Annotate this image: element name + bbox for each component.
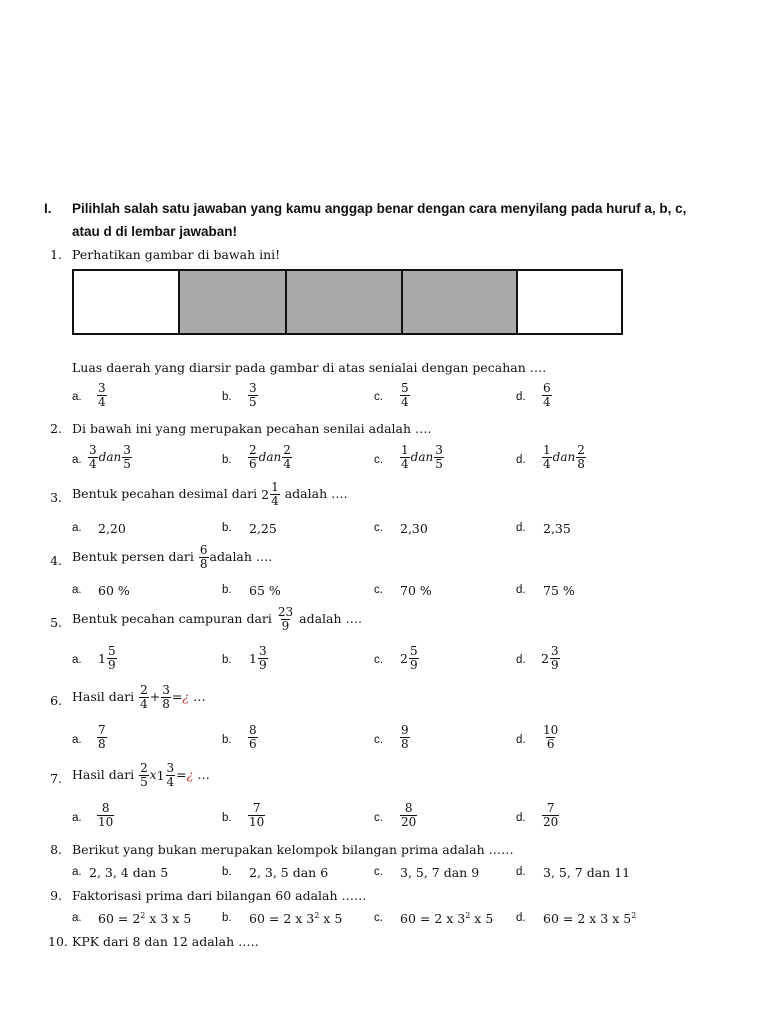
option-b-value[interactable]: $\frac{8}{6}$ — [249, 723, 257, 751]
option-c-label[interactable]: c. — [374, 734, 383, 746]
option-a-value[interactable]: $\frac{8}{10}$ — [98, 801, 114, 829]
option-d-label[interactable]: d. — [516, 522, 526, 534]
fraction-figure — [72, 269, 623, 335]
option-b-label[interactable]: b. — [222, 912, 232, 924]
option-d-label[interactable]: d. — [516, 584, 526, 596]
option-a-label[interactable]: a. — [72, 454, 82, 466]
figure-cell — [74, 271, 180, 333]
question-text: Perhatikan gambar di bawah ini! — [72, 247, 281, 262]
question-number: 7. — [50, 771, 62, 786]
option-d-value[interactable]: $\frac{7}{20}$ — [543, 801, 559, 829]
option-c-label[interactable]: c. — [374, 584, 383, 596]
option-c-label[interactable]: c. — [374, 454, 383, 466]
option-b-value[interactable]: 2, 3, 5 dan 6 — [249, 865, 329, 880]
figure-cell — [518, 271, 621, 333]
option-b-value[interactable]: 1 $\frac{3}{9}$ — [249, 644, 267, 672]
option-b-label[interactable]: b. — [222, 391, 232, 403]
option-d-value[interactable]: 60 = 2 x 3 x $5^2$ — [543, 911, 637, 927]
option-b-label[interactable]: b. — [222, 454, 232, 466]
option-a-value[interactable]: 2,20 — [98, 521, 126, 536]
option-c-label[interactable]: c. — [374, 866, 383, 878]
question-number: 8. — [50, 842, 62, 857]
option-a-label[interactable]: a. — [72, 866, 82, 878]
option-c-label[interactable]: c. — [374, 522, 383, 534]
option-d-value[interactable]: 3, 5, 7 dan 11 — [543, 865, 631, 880]
question-text: KPK dari 8 dan 12 adalah ….. — [72, 934, 259, 949]
question-number: 3. — [50, 490, 62, 505]
option-c-value[interactable]: 3, 5, 7 dan 9 — [400, 865, 480, 880]
option-b-value[interactable]: $\frac{7}{10}$ — [249, 801, 265, 829]
option-c-label[interactable]: c. — [374, 812, 383, 824]
question-text: Bentuk persen dari $\frac{6}{8}$ adalah …. — [72, 543, 273, 571]
section-instruction-line2: atau d di lembar jawaban! — [72, 224, 238, 239]
option-c-value[interactable]: 2,30 — [400, 521, 428, 536]
option-d-label[interactable]: d. — [516, 391, 526, 403]
question-number: 2. — [50, 421, 62, 436]
option-a-value[interactable]: 2, 3, 4 dan 5 — [89, 865, 169, 880]
figure-cell-shaded — [180, 271, 287, 333]
option-a-value[interactable]: $60 = 2^2$ x 3 x 5 — [98, 911, 192, 927]
question-number: 9. — [50, 888, 62, 903]
option-a-label[interactable]: a. — [72, 812, 82, 824]
option-a-label[interactable]: a. — [72, 522, 82, 534]
option-c-value[interactable]: $\frac{1}{4}$ dan $\frac{3}{5}$ — [401, 443, 443, 471]
question-number: 4. — [50, 553, 62, 568]
option-b-label[interactable]: b. — [222, 584, 232, 596]
question-text: Hasil dari $\frac{2}{4}$ + $\frac{3}{8}$ =¿ … — [72, 683, 206, 711]
option-a-label[interactable]: a. — [72, 912, 82, 924]
option-c-label[interactable]: c. — [374, 912, 383, 924]
option-c-value[interactable]: $\frac{9}{8}$ — [401, 723, 409, 751]
question-number: 6. — [50, 693, 62, 708]
option-b-value[interactable]: 65 % — [249, 583, 281, 598]
question-text: Faktorisasi prima dari bilangan 60 adalah …… — [72, 888, 367, 903]
option-d-value[interactable]: $\frac{10}{6}$ — [543, 723, 559, 751]
option-c-label[interactable]: c. — [374, 391, 383, 403]
option-b-value[interactable]: $\frac{2}{6}$ dan $\frac{2}{4}$ — [249, 443, 291, 471]
option-d-label[interactable]: d. — [516, 866, 526, 878]
option-b-value[interactable]: 60 = 2 x $3^2$ x 5 — [249, 911, 343, 927]
figure-cell-shaded — [403, 271, 518, 333]
option-a-value[interactable]: $\frac{7}{8}$ — [98, 723, 106, 751]
option-c-value[interactable]: 2 $\frac{5}{9}$ — [400, 644, 418, 672]
question-text: Bentuk pecahan desimal dari 2 $\frac{1}{4}$ adalah …. — [72, 480, 348, 508]
option-c-label[interactable]: c. — [374, 654, 383, 666]
option-a-value[interactable]: $\frac{3}{4}$ dan $\frac{3}{5}$ — [89, 443, 131, 471]
section-number: I. — [44, 201, 52, 216]
option-d-value[interactable]: $\frac{1}{4}$ dan $\frac{2}{8}$ — [543, 443, 585, 471]
option-d-label[interactable]: d. — [516, 454, 526, 466]
option-c-value[interactable]: $\frac{5}{4}$ — [401, 381, 409, 409]
question-number: 10. — [48, 934, 68, 949]
option-a-label[interactable]: a. — [72, 584, 82, 596]
option-b-label[interactable]: b. — [222, 654, 232, 666]
option-c-value[interactable]: 60 = 2 x $3^2$ x 5 — [400, 911, 494, 927]
option-d-value[interactable]: 2,35 — [543, 521, 571, 536]
option-a-label[interactable]: a. — [72, 734, 82, 746]
option-d-label[interactable]: d. — [516, 812, 526, 824]
option-c-value[interactable]: 70 % — [400, 583, 432, 598]
question-number: 5. — [50, 615, 62, 630]
question-text: Hasil dari $\frac{2}{5}$ x1 $\frac{3}{4}$ =¿ … — [72, 761, 210, 789]
option-a-value[interactable]: 60 % — [98, 583, 130, 598]
option-d-label[interactable]: d. — [516, 654, 526, 666]
option-a-value[interactable]: $\frac{3}{4}$ — [98, 381, 106, 409]
option-b-value[interactable]: $\frac{3}{5}$ — [249, 381, 257, 409]
option-d-label[interactable]: d. — [516, 734, 526, 746]
option-b-label[interactable]: b. — [222, 866, 232, 878]
question-number: 1. — [50, 247, 62, 262]
option-a-label[interactable]: a. — [72, 654, 82, 666]
question-text: Berikut yang bukan merupakan kelompok bilangan prima adalah …… — [72, 842, 514, 857]
option-d-label[interactable]: d. — [516, 912, 526, 924]
option-c-value[interactable]: $\frac{8}{20}$ — [401, 801, 417, 829]
section-instruction-line1: Pilihlah salah satu jawaban yang kamu anggap benar dengan cara menyilang pada huruf a, b, c, — [72, 201, 687, 216]
option-a-label[interactable]: a. — [72, 391, 82, 403]
option-b-label[interactable]: b. — [222, 522, 232, 534]
question-text: Di bawah ini yang merupakan pecahan senilai adalah …. — [72, 421, 432, 436]
option-d-value[interactable]: $\frac{6}{4}$ — [543, 381, 551, 409]
option-b-label[interactable]: b. — [222, 812, 232, 824]
option-a-value[interactable]: 1 $\frac{5}{9}$ — [98, 644, 116, 672]
option-b-label[interactable]: b. — [222, 734, 232, 746]
question-text-2: Luas daerah yang diarsir pada gambar di atas senialai dengan pecahan …. — [72, 360, 547, 375]
question-text: Bentuk pecahan campuran dari $\frac{23}{9}$ adalah …. — [72, 605, 362, 633]
option-d-value[interactable]: 75 % — [543, 583, 575, 598]
figure-cell-shaded — [287, 271, 403, 333]
option-b-value[interactable]: 2,25 — [249, 521, 277, 536]
option-d-value[interactable]: 2 $\frac{3}{9}$ — [541, 644, 559, 672]
